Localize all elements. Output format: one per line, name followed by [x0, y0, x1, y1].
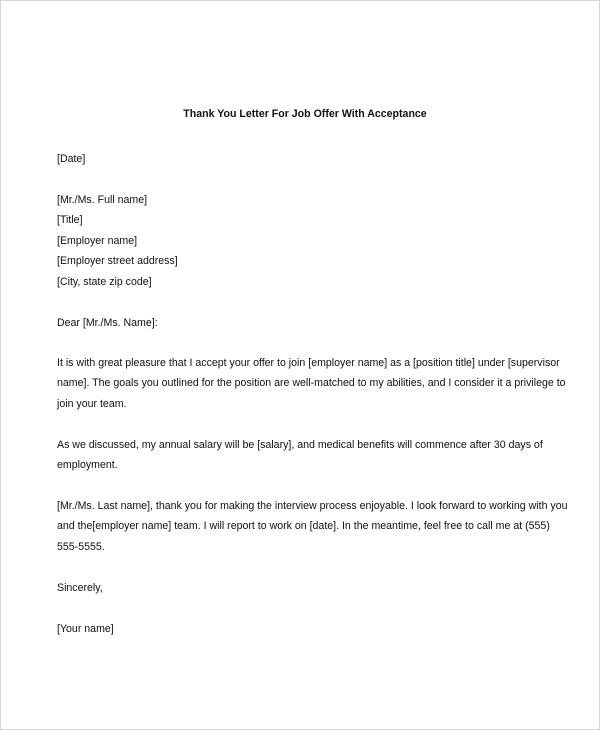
signature: [57, 619, 553, 639]
paragraph-line: join your team.: [57, 397, 127, 410]
paragraph-acceptance: [57, 353, 566, 414]
paragraph-line: It is with great pleasure that I accept your offer to join [employer name] as a [position title] under [supervisor: [57, 357, 560, 369]
closing-text: Sincerely,: [57, 582, 103, 594]
date-text: [Date]: [57, 153, 86, 165]
letter-title: Thank You Letter For Job Offer With Acceptance: [183, 108, 427, 120]
recipient-title: [Title]: [57, 214, 83, 227]
signature-text: [Your name]: [57, 623, 114, 635]
recipient-name: [Mr./Ms. Full name]: [57, 194, 148, 206]
paragraph-line: employment.: [57, 459, 118, 472]
recipient-city: [City, state zip code]: [57, 275, 152, 288]
paragraph-line: name]. The goals you outlined for the position are well-matched to my abilities, and I consider it a privilege to: [57, 377, 566, 390]
salutation-text: Dear [Mr./Ms. Name]:: [57, 317, 158, 329]
paragraph-salary: [57, 435, 553, 476]
paragraph-line: and the[employer name] team. I will report to work on [date]. In the meantime, feel free to call me at (555): [57, 520, 550, 533]
recipient-address: [57, 190, 553, 292]
closing: [57, 578, 553, 598]
paragraph-thanks: [57, 496, 568, 557]
recipient-employer: [Employer name]: [57, 234, 138, 247]
recipient-street: [Employer street address]: [57, 255, 178, 268]
paragraph-line: 555-5555.: [57, 540, 105, 553]
date-line: [57, 149, 553, 169]
paragraph-line: As we discussed, my annual salary will be [salary], and medical benefits will commence after 30 days of: [57, 439, 543, 451]
paragraph-line: [Mr./Ms. Last name], thank you for making the interview process enjoyable. I look forward to working with you: [57, 500, 568, 512]
salutation: [57, 313, 553, 333]
